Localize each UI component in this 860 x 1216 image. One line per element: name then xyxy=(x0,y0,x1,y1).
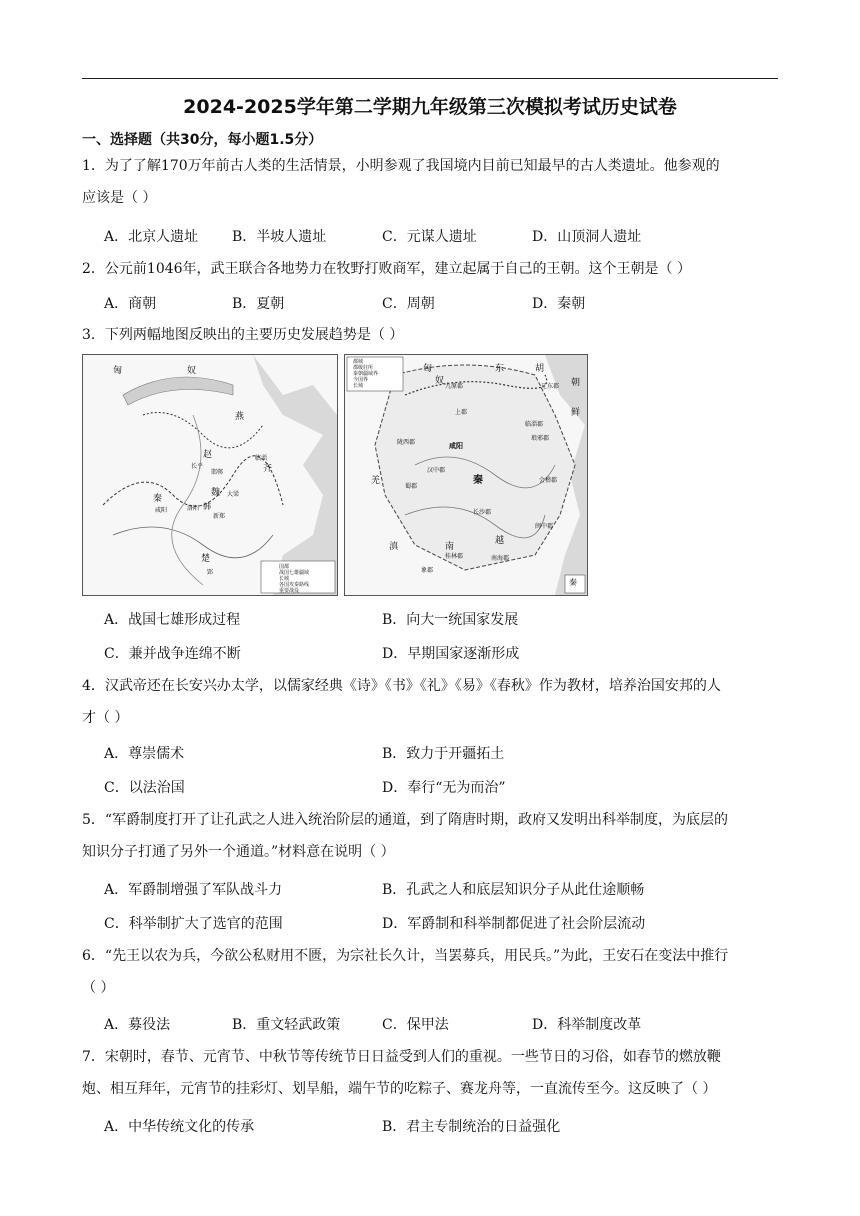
map-left-label-nu: 奴 xyxy=(187,366,197,376)
question-1-line-2: 应该是（ ） xyxy=(82,190,157,206)
q4-option-b[interactable]: B．致力于开疆拓土 xyxy=(382,746,505,762)
map-right-label-xiang: 象郡 xyxy=(421,567,434,574)
question-7-stem xyxy=(82,1041,782,1105)
q7-option-b[interactable]: B．君主专制统治的日益强化 xyxy=(382,1119,561,1135)
map-right-label-hu: 胡 xyxy=(535,364,545,374)
q6-option-b[interactable]: B．重文轻武政策 xyxy=(232,1017,341,1033)
map-left-label-qin: 秦 xyxy=(153,494,163,504)
map-left-label-chu: 楚 xyxy=(201,554,211,564)
map-right-label-guilin: 桂林郡 xyxy=(445,553,464,560)
map-right-label-jiuyuan: 九原郡 xyxy=(445,383,464,390)
q1-option-b[interactable]: B．半坡人遗址 xyxy=(232,229,327,245)
section-heading: 一、选择题（共30分，每小题1.5分） xyxy=(82,132,323,148)
header-rule xyxy=(82,78,778,79)
map-left-label-changping: 长平 xyxy=(191,463,204,470)
map-right-legend-1: 都城 xyxy=(353,359,364,365)
question-6-options xyxy=(104,1014,784,1038)
map-left-label-han: 韩 xyxy=(203,502,211,511)
q2-option-d[interactable]: D．秦朝 xyxy=(532,296,586,312)
q5-option-d[interactable]: D．军爵制和科举制都促进了社会阶层流动 xyxy=(382,916,646,932)
q5-option-b[interactable]: B．孔武之人和底层知识分子从此仕途顺畅 xyxy=(382,882,645,898)
map-right-label-qin: 秦 xyxy=(473,475,483,486)
map-left-label-wei: 魏 xyxy=(211,488,221,498)
map-left-label-xianyang: 咸阳 xyxy=(155,507,168,514)
question-3-options-row-1 xyxy=(104,609,784,633)
q1-option-c[interactable]: C．元谋人遗址 xyxy=(382,229,477,245)
map-left-label-handan: 邯郸 xyxy=(211,469,224,476)
q2-option-c[interactable]: C．周朝 xyxy=(382,296,435,312)
question-7-line-2: 炮、相互拜年，元宵节的挂彩灯、划旱船，端午节的吃粽子、赛龙舟等，一直流传至今。这反映了（ ） xyxy=(82,1081,717,1097)
map-right-legend-5: 长城 xyxy=(353,383,364,389)
map-right-label-kuaiji: 会稽郡 xyxy=(539,477,558,484)
map-right-label-linzi: 临淄郡 xyxy=(525,421,544,428)
question-2-line-1: 2．公元前1046年，武王联合各地势力在牧野打败商军，建立起属于自己的王朝。这个王朝是（ ） xyxy=(82,261,691,277)
map-left-legend-4: 各国攻秦路线 xyxy=(279,582,310,588)
q4-option-a[interactable]: A．尊崇儒术 xyxy=(104,746,185,762)
map-right-label-liaodong: 辽东郡 xyxy=(541,383,560,390)
q4-option-d[interactable]: D．奉行“无为而治” xyxy=(382,780,506,796)
map-right-inset-label: 秦 xyxy=(569,578,577,587)
q3-option-c[interactable]: C．兼并战争连绵不断 xyxy=(104,646,241,662)
map-left-label-yan: 燕 xyxy=(235,412,245,422)
question-4-options-row-1 xyxy=(104,743,784,767)
map-left-legend-2: 战国七雄疆域 xyxy=(279,570,310,576)
question-1-line-1: 1．为了了解170万年前古人类的生活情景，小明参观了我国境内目前已知最早的古人类遗址。他参观的 xyxy=(82,158,720,174)
map-right-label-longxi: 陇西郡 xyxy=(397,439,416,446)
map-left-label-luoyang: 洛阳 xyxy=(187,505,200,512)
q6-option-a[interactable]: A．募役法 xyxy=(104,1017,171,1033)
q1-option-d[interactable]: D．山顶洞人遗址 xyxy=(532,229,642,245)
map-right-label-chao: 朝 xyxy=(571,378,581,388)
exam-title: 2024-2025学年第二学期九年级第三次模拟考试历史试卷 xyxy=(183,96,677,118)
question-5-line-2: 知识分子打通了另外一个通道。”材料意在说明（ ） xyxy=(82,844,395,860)
map-right-label-shu: 蜀郡 xyxy=(405,483,418,490)
q5-option-c[interactable]: C．科举制扩大了选官的范围 xyxy=(104,916,283,932)
question-7-options xyxy=(104,1116,784,1140)
question-3-stem xyxy=(82,319,782,351)
map-left-label-qi: 齐 xyxy=(263,464,273,474)
q3-option-b[interactable]: B．向大一统国家发展 xyxy=(382,612,519,628)
map-right-label-langya: 琅邪郡 xyxy=(531,435,550,442)
question-6-line-2: （ ） xyxy=(82,980,115,996)
map-right-label-shangjun: 上郡 xyxy=(455,409,468,416)
map-right-label-yue: 越 xyxy=(495,536,505,546)
question-3-options-row-2 xyxy=(104,643,784,667)
warring-states-map xyxy=(82,354,338,596)
q3-option-a[interactable]: A．战国七雄形成过程 xyxy=(104,612,241,628)
question-3-line-1: 3．下列两幅地图反映出的主要历史发展趋势是（ ） xyxy=(82,327,404,343)
map-right-label-nu: 奴 xyxy=(435,376,445,386)
question-1-stem xyxy=(82,150,782,214)
question-4-line-2: 才（ ） xyxy=(82,710,129,726)
question-5-options-row-2 xyxy=(104,913,784,937)
map-right-label-xian: 鲜 xyxy=(571,408,581,418)
question-6-stem xyxy=(82,940,782,1004)
q6-option-d[interactable]: D．科举制度改革 xyxy=(532,1017,642,1033)
map-right-legend-2: 郡级驻所 xyxy=(353,365,374,371)
map-left-label-xinzheng: 新郑 xyxy=(213,513,226,520)
map-right-legend-4: 今国界 xyxy=(353,377,369,383)
map-right-legend-3: 秦朝疆域界 xyxy=(353,371,379,377)
q2-option-a[interactable]: A．商朝 xyxy=(104,296,157,312)
map-left-label-linzi: 临淄 xyxy=(255,455,268,462)
map-left-label-ying: 郢 xyxy=(207,569,214,576)
map-left-label-xiong: 匈 xyxy=(113,366,123,376)
question-4-stem xyxy=(82,670,782,734)
question-5-options-row-1 xyxy=(104,879,784,903)
question-4-line-1: 4．汉武帝还在长安兴办太学，以儒家经典《诗》《书》《礼》《易》《春秋》作为教材，培养治国安邦的人 xyxy=(82,678,721,694)
map-right-label-xiong: 匈 xyxy=(423,364,433,374)
question-2-options xyxy=(104,293,784,317)
q5-option-a[interactable]: A．军爵制增强了军队战斗力 xyxy=(104,882,283,898)
map-right-label-minzhong: 闽中郡 xyxy=(535,523,554,530)
question-2-stem xyxy=(82,253,782,285)
map-left-legend-1: 国都 xyxy=(279,564,290,570)
question-5-line-1: 5．“军爵制度打开了让孔武之人进入统治阶层的通道，到了隋唐时期，政府又发明出科举制度，为底层的 xyxy=(82,812,729,828)
map-right-label-xianyang: 咸阳 xyxy=(449,441,463,450)
question-5-stem xyxy=(82,804,782,868)
q7-option-a[interactable]: A．中华传统文化的传承 xyxy=(104,1119,255,1135)
qin-dynasty-map xyxy=(344,354,588,596)
question-4-options-row-2 xyxy=(104,777,784,801)
map-right-label-changsha: 长沙郡 xyxy=(473,509,492,516)
map-right-label-hanzhong: 汉中郡 xyxy=(427,467,446,474)
q2-option-b[interactable]: B．夏朝 xyxy=(232,296,285,312)
map-right-label-nanhai: 南海郡 xyxy=(491,555,510,562)
q4-option-c[interactable]: C．以法治国 xyxy=(104,780,185,796)
map-right-label-dian: 滇 xyxy=(389,542,399,552)
q6-option-c[interactable]: C．保甲法 xyxy=(382,1017,449,1033)
map-left-label-zhao: 赵 xyxy=(203,450,213,460)
map-right-label-dong: 东 xyxy=(495,364,505,374)
map-left-label-daliang: 大梁 xyxy=(227,491,240,498)
map-left-legend-5: 重要战役 xyxy=(279,588,300,594)
map-left-legend-3: 长城 xyxy=(279,576,290,582)
question-1-options xyxy=(104,226,784,250)
question-6-line-1: 6．“先王以农为兵，今欲公私财用不匮，为宗社长久计，当罢募兵，用民兵。”为此，王安石在变法中推行 xyxy=(82,948,729,964)
question-7-line-1: 7．宋朝时，春节、元宵节、中秋节等传统节日日益受到人们的重视。一些节日的习俗，如春节的燃放鞭 xyxy=(82,1049,721,1065)
q3-option-d[interactable]: D．早期国家逐渐形成 xyxy=(382,646,520,662)
map-right-label-nan: 南 xyxy=(445,542,455,552)
q1-option-a[interactable]: A．北京人遗址 xyxy=(104,229,199,245)
map-right-label-qiang: 羌 xyxy=(371,476,381,486)
